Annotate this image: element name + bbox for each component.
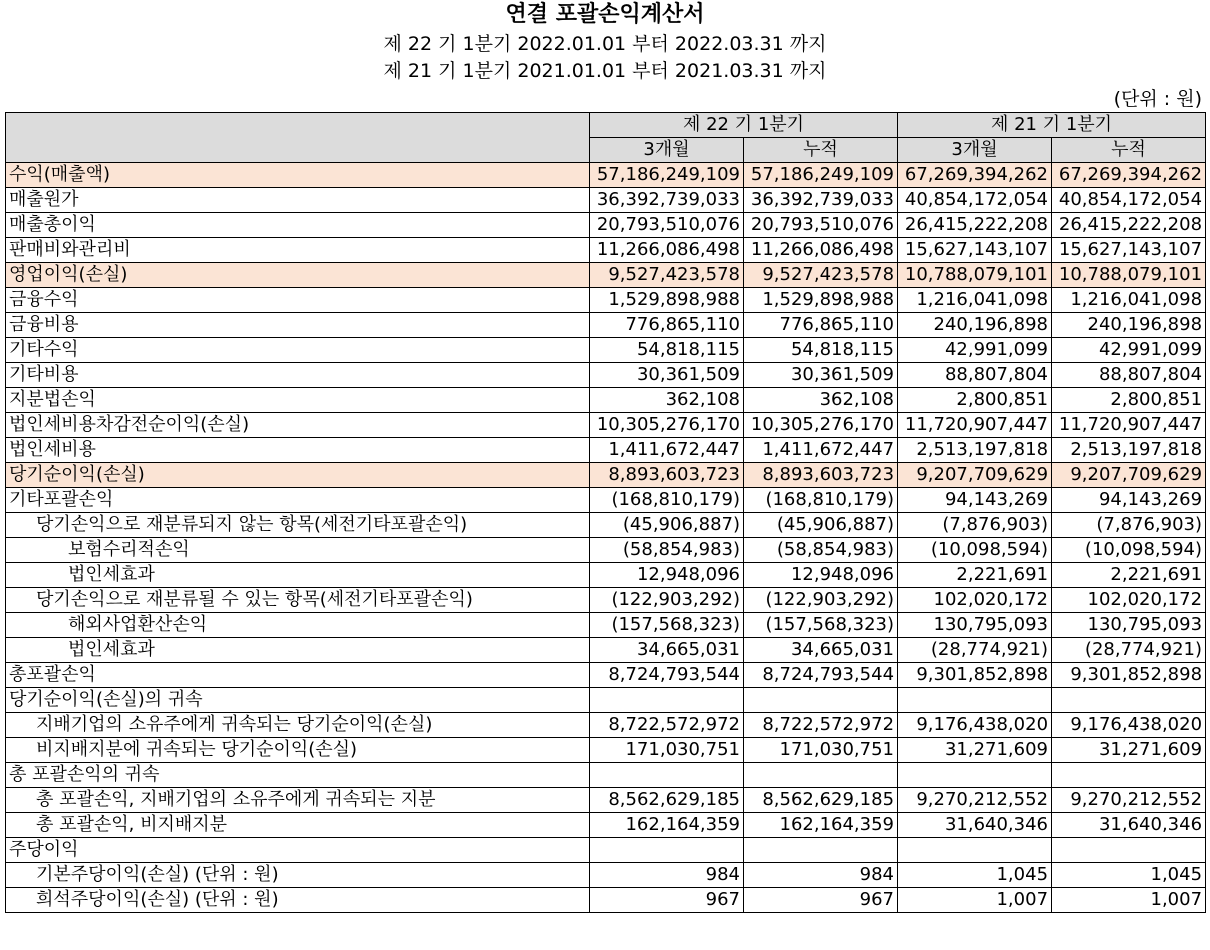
value-cell [744,688,898,713]
value-cell: 2,800,851 [1052,388,1206,413]
value-cell: 8,722,572,972 [590,713,744,738]
header-sub-current-cum: 누적 [744,138,898,163]
table-row [6,638,1206,663]
value-cell: 984 [590,863,744,888]
row-label: 보험수리적손익 [6,538,590,563]
row-label: 매출원가 [6,188,590,213]
value-cell: 31,640,346 [898,813,1052,838]
value-cell [744,763,898,788]
table-row [6,613,1206,638]
table-row [6,713,1206,738]
header-row-groups [6,113,1206,138]
row-label: 법인세비용차감전순이익(손실) [6,413,590,438]
table-row [6,363,1206,388]
statement-title: 연결 포괄손익계산서 [505,2,705,27]
value-cell: 40,854,172,054 [1052,188,1206,213]
value-cell: 9,207,709,629 [1052,463,1206,488]
value-cell: 30,361,509 [590,363,744,388]
value-cell: 171,030,751 [744,738,898,763]
value-cell: 26,415,222,208 [898,213,1052,238]
table-row [6,788,1206,813]
value-cell: 1,045 [1052,863,1206,888]
value-cell: 11,266,086,498 [590,238,744,263]
value-cell [1052,688,1206,713]
table-row [6,263,1206,288]
value-cell: 9,527,423,578 [744,263,898,288]
value-cell [1052,838,1206,863]
value-cell: 240,196,898 [898,313,1052,338]
value-cell: 2,513,197,818 [1052,438,1206,463]
table-row [6,163,1206,188]
row-label: 수익(매출액) [6,163,590,188]
value-cell: 88,807,804 [898,363,1052,388]
value-cell: 30,361,509 [744,363,898,388]
table-row [6,888,1206,913]
value-cell: 776,865,110 [590,313,744,338]
row-label: 해외사업환산손익 [6,613,590,638]
value-cell: 31,271,609 [1052,738,1206,763]
value-cell: 36,392,739,033 [590,188,744,213]
value-cell: 67,269,394,262 [898,163,1052,188]
row-label: 지배기업의 소유주에게 귀속되는 당기순이익(손실) [6,713,590,738]
value-cell: 240,196,898 [1052,313,1206,338]
value-cell: 102,020,172 [1052,588,1206,613]
value-cell: 11,720,907,447 [1052,413,1206,438]
table-row [6,413,1206,438]
table-row [6,488,1206,513]
period-prior: 제 21 기 1분기 2021.01.01 부터 2021.03.31 까지 [383,60,827,82]
row-label: 지분법손익 [6,388,590,413]
value-cell: 20,793,510,076 [590,213,744,238]
value-cell: 130,795,093 [1052,613,1206,638]
value-cell: 12,948,096 [590,563,744,588]
value-cell: 1,045 [898,863,1052,888]
row-label: 총 포괄손익, 비지배지분 [6,813,590,838]
value-cell: 967 [744,888,898,913]
row-label: 판매비와관리비 [6,238,590,263]
value-cell: 8,893,603,723 [590,463,744,488]
value-cell [744,838,898,863]
value-cell: (7,876,903) [898,513,1052,538]
row-label: 당기손익으로 재분류될 수 있는 항목(세전기타포괄손익) [6,588,590,613]
row-label: 당기순이익(손실)의 귀속 [6,688,590,713]
row-label: 희석주당이익(손실) (단위 : 원) [6,888,590,913]
value-cell: 40,854,172,054 [898,188,1052,213]
table-row [6,463,1206,488]
value-cell: 1,007 [1052,888,1206,913]
value-cell: 9,176,438,020 [898,713,1052,738]
row-label: 기타수익 [6,338,590,363]
table-row [6,188,1206,213]
value-cell: 67,269,394,262 [1052,163,1206,188]
value-cell: (58,854,983) [590,538,744,563]
row-label: 영업이익(손실) [6,263,590,288]
value-cell: 162,164,359 [744,813,898,838]
header-sub-prior-cum: 누적 [1052,138,1206,163]
unit-label: (단위 : 원) [1113,88,1202,110]
value-cell: (122,903,292) [744,588,898,613]
table-row [6,563,1206,588]
value-cell: 9,301,852,898 [1052,663,1206,688]
value-cell: 2,800,851 [898,388,1052,413]
table-row [6,213,1206,238]
value-cell: 1,529,898,988 [744,288,898,313]
value-cell: 776,865,110 [744,313,898,338]
value-cell: 9,270,212,552 [1052,788,1206,813]
header-group-prior: 제 21 기 1분기 [898,113,1206,138]
row-label: 비지배지분에 귀속되는 당기순이익(손실) [6,738,590,763]
value-cell: (45,906,887) [590,513,744,538]
value-cell: 1,007 [898,888,1052,913]
value-cell: 54,818,115 [744,338,898,363]
value-cell: (28,774,921) [1052,638,1206,663]
value-cell: (45,906,887) [744,513,898,538]
value-cell: 15,627,143,107 [1052,238,1206,263]
row-label: 기본주당이익(손실) (단위 : 원) [6,863,590,888]
value-cell [898,688,1052,713]
header-sub-prior-3m: 3개월 [898,138,1052,163]
table-row [6,838,1206,863]
income-statement-table [5,112,1206,913]
period-current: 제 22 기 1분기 2022.01.01 부터 2022.03.31 까지 [383,33,827,55]
row-label: 기타비용 [6,363,590,388]
value-cell: 8,724,793,544 [590,663,744,688]
table-row [6,663,1206,688]
row-label: 당기순이익(손실) [6,463,590,488]
value-cell: 362,108 [744,388,898,413]
value-cell: 88,807,804 [1052,363,1206,388]
value-cell: (157,568,323) [744,613,898,638]
header-group-current: 제 22 기 1분기 [590,113,898,138]
value-cell: 1,529,898,988 [590,288,744,313]
value-cell: (122,903,292) [590,588,744,613]
value-cell: 34,665,031 [590,638,744,663]
value-cell: 2,221,691 [898,563,1052,588]
value-cell: 130,795,093 [898,613,1052,638]
value-cell: 984 [744,863,898,888]
value-cell: 1,216,041,098 [1052,288,1206,313]
value-cell: 31,640,346 [1052,813,1206,838]
value-cell: 10,788,079,101 [1052,263,1206,288]
value-cell [590,838,744,863]
row-label: 기타포괄손익 [6,488,590,513]
value-cell: (168,810,179) [590,488,744,513]
table-row [6,238,1206,263]
value-cell: 57,186,249,109 [744,163,898,188]
table-row [6,338,1206,363]
value-cell: 34,665,031 [744,638,898,663]
value-cell: (7,876,903) [1052,513,1206,538]
header-sub-current-3m: 3개월 [590,138,744,163]
value-cell: 57,186,249,109 [590,163,744,188]
table-row [6,813,1206,838]
value-cell: 9,270,212,552 [898,788,1052,813]
value-cell: 54,818,115 [590,338,744,363]
table-row [6,763,1206,788]
row-label: 총 포괄손익, 지배기업의 소유주에게 귀속되는 지분 [6,788,590,813]
value-cell: 8,893,603,723 [744,463,898,488]
value-cell [898,838,1052,863]
value-cell: 42,991,099 [898,338,1052,363]
header-blank-cell [6,113,590,163]
value-cell: 9,207,709,629 [898,463,1052,488]
value-cell: 102,020,172 [898,588,1052,613]
value-cell: (168,810,179) [744,488,898,513]
value-cell: 1,216,041,098 [898,288,1052,313]
value-cell: 2,221,691 [1052,563,1206,588]
value-cell: 10,305,276,170 [590,413,744,438]
value-cell: 11,266,086,498 [744,238,898,263]
value-cell: (28,774,921) [898,638,1052,663]
value-cell: 20,793,510,076 [744,213,898,238]
value-cell: 2,513,197,818 [898,438,1052,463]
table-row [6,288,1206,313]
row-label: 매출총이익 [6,213,590,238]
row-label: 금융수익 [6,288,590,313]
value-cell: 967 [590,888,744,913]
value-cell: 8,562,629,185 [744,788,898,813]
value-cell: 1,411,672,447 [744,438,898,463]
row-label: 법인세비용 [6,438,590,463]
value-cell: (10,098,594) [1052,538,1206,563]
value-cell: 42,991,099 [1052,338,1206,363]
value-cell: 8,562,629,185 [590,788,744,813]
table-row [6,538,1206,563]
row-label: 법인세효과 [6,563,590,588]
value-cell: 94,143,269 [1052,488,1206,513]
table-row [6,688,1206,713]
row-label: 당기손익으로 재분류되지 않는 항목(세전기타포괄손익) [6,513,590,538]
value-cell [590,763,744,788]
row-label: 총포괄손익 [6,663,590,688]
table-row [6,863,1206,888]
value-cell: 11,720,907,447 [898,413,1052,438]
value-cell: (10,098,594) [898,538,1052,563]
row-label: 금융비용 [6,313,590,338]
row-label: 총 포괄손익의 귀속 [6,763,590,788]
value-cell: 12,948,096 [744,563,898,588]
value-cell: 8,722,572,972 [744,713,898,738]
value-cell: 8,724,793,544 [744,663,898,688]
table-row [6,388,1206,413]
value-cell: 171,030,751 [590,738,744,763]
value-cell: 10,305,276,170 [744,413,898,438]
table-row [6,738,1206,763]
value-cell [1052,763,1206,788]
value-cell: 9,176,438,020 [1052,713,1206,738]
value-cell: 1,411,672,447 [590,438,744,463]
value-cell: 31,271,609 [898,738,1052,763]
table-row [6,513,1206,538]
row-label: 주당이익 [6,838,590,863]
row-label: 법인세효과 [6,638,590,663]
value-cell: 15,627,143,107 [898,238,1052,263]
value-cell: 9,301,852,898 [898,663,1052,688]
table-row [6,588,1206,613]
value-cell: 26,415,222,208 [1052,213,1206,238]
value-cell: (58,854,983) [744,538,898,563]
value-cell [898,763,1052,788]
value-cell: 9,527,423,578 [590,263,744,288]
value-cell: 10,788,079,101 [898,263,1052,288]
table-row [6,313,1206,338]
value-cell: 36,392,739,033 [744,188,898,213]
value-cell: 162,164,359 [590,813,744,838]
value-cell: 362,108 [590,388,744,413]
value-cell: (157,568,323) [590,613,744,638]
value-cell: 94,143,269 [898,488,1052,513]
value-cell [590,688,744,713]
table-row [6,438,1206,463]
